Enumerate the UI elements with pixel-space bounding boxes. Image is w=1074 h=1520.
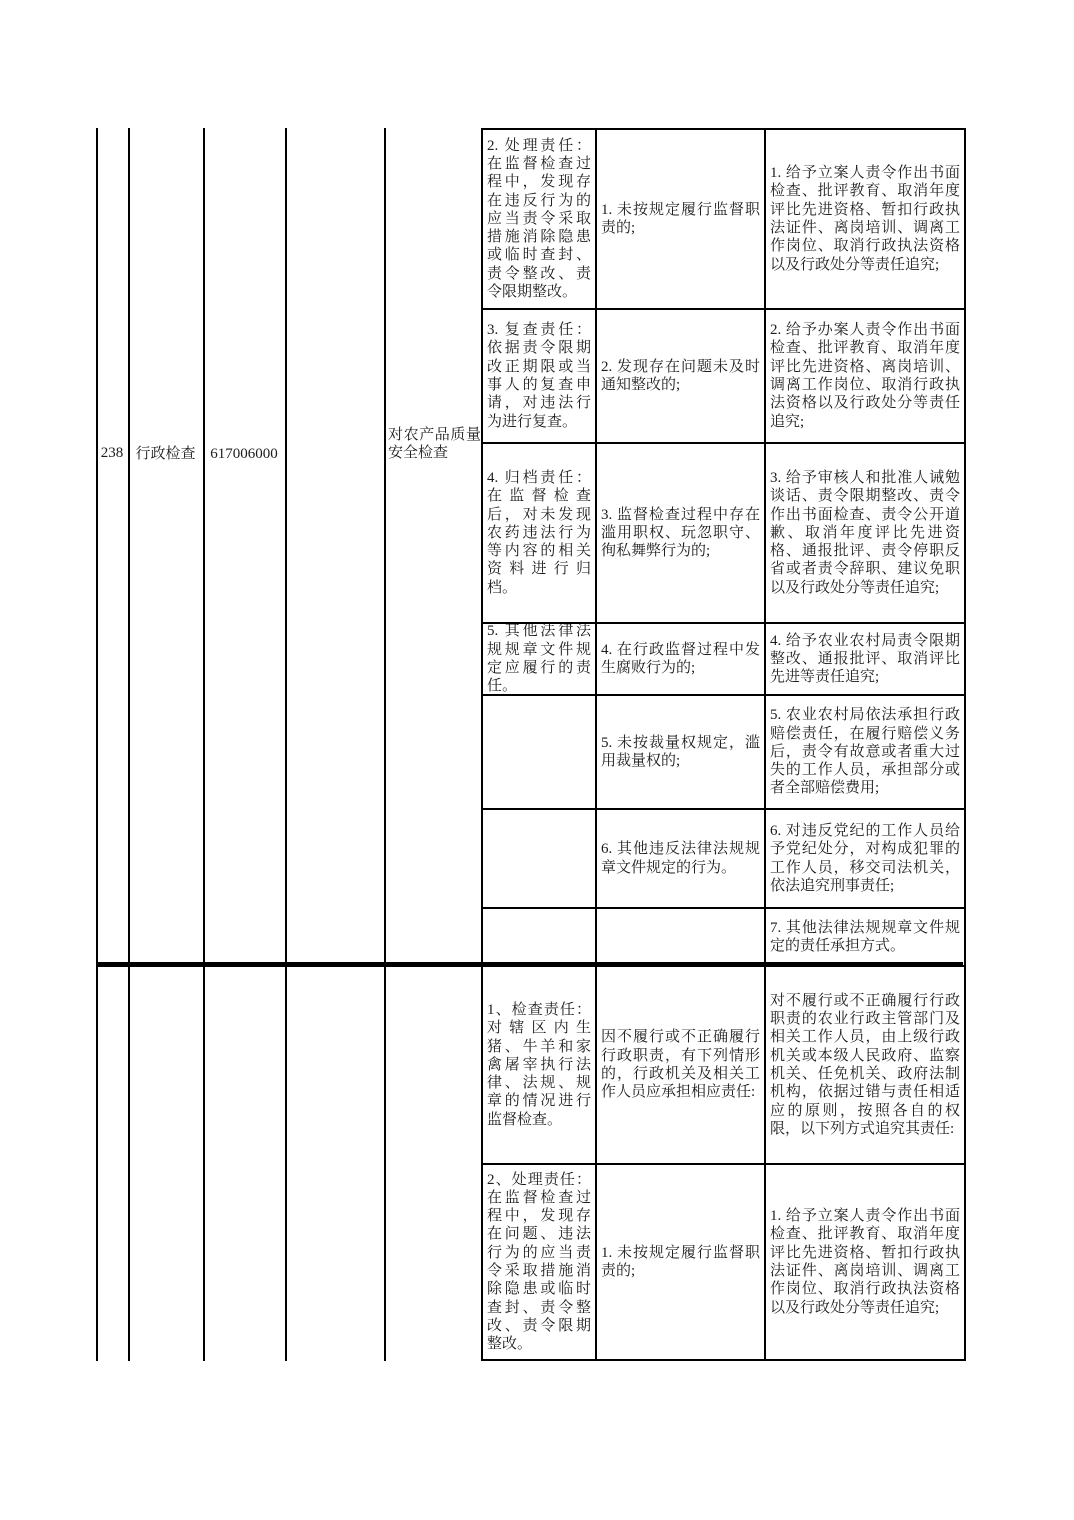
situation-text: 3. 监督检查过程中存在滥用职权、玩忽职守、徇私舞弊行为的;	[601, 506, 760, 560]
liability-text: 5. 农业农村局依法承担行政赔偿责任，在履行赔偿义务后，责令有故意或者重大过失的工作人员，承担部分或者全部赔偿费用;	[770, 707, 960, 797]
situation-cell	[597, 130, 764, 308]
liability-text: 对不履行或不正确履行行政职责的农业行政主管部门及相关工作人员，由上级行政机关或本级人民政府、监察机关、任免机关、政府法制机构，依据过错与责任相适应的原则，按照各自的权限，以下列方式追究其责任:	[770, 992, 960, 1137]
row-index: 238	[100, 445, 124, 461]
liability-cell	[766, 810, 964, 907]
situation-cell	[597, 310, 764, 442]
liability-text: 6. 对违反党纪的工作人员给予党纪处分，对构成犯罪的工作人员，移交司法机关，依法追究刑事责任;	[770, 822, 960, 894]
liability-cell	[766, 444, 964, 622]
duty-cell	[483, 810, 595, 907]
liability-text: 7. 其他法律法规规章文件规定的责任承担方式。	[770, 919, 960, 954]
liability-cell	[766, 909, 964, 965]
situation-text: 5. 未按裁量权规定，滥用裁量权的;	[601, 734, 760, 769]
duty-cell	[483, 1165, 595, 1359]
duty-text: 5. 其他法律法规规章文件规定应履行的责任。	[487, 624, 591, 694]
column-line	[285, 128, 287, 1361]
liability-text: 1. 给予立案人责令作出书面检查、批评教育、取消年度评比先进资格、暂扣行政执法证件、离岗培训、调离工作岗位、取消行政执法资格以及行政处分等责任追究;	[770, 165, 960, 273]
duty-cell	[483, 130, 595, 308]
situation-cell	[597, 810, 764, 907]
duty-cell	[483, 624, 595, 694]
liability-text: 4. 给予农业农村局责令限期整改、通报批评、取消评比先进等责任追究;	[770, 632, 960, 686]
power-name: 对农产品质量安全检查	[388, 427, 481, 462]
situation-cell	[597, 967, 764, 1163]
liability-cell	[766, 967, 964, 1163]
column-line	[203, 128, 205, 1361]
situation-cell	[597, 444, 764, 622]
situation-text: 4. 在行政监督过程中发生腐败行为的;	[601, 641, 760, 676]
column-line	[128, 128, 130, 1361]
situation-cell	[597, 1165, 764, 1359]
situation-text: 1. 未按规定履行监督职责的;	[601, 201, 760, 236]
liability-cell	[766, 130, 964, 308]
column-line	[96, 128, 98, 1361]
duty-cell	[483, 696, 595, 808]
situation-text: 1. 未按规定履行监督职责的;	[601, 1244, 760, 1279]
duty-cell	[483, 967, 595, 1163]
liability-cell	[766, 310, 964, 442]
responsibility-table	[481, 128, 966, 1361]
duty-cell	[483, 909, 595, 965]
liability-text: 3. 给予审核人和批准人诫勉谈话、责令限期整改、责令作出书面检查、责令公开道歉、取消年度评比先进资格、通报批评、责令停职反省或者责令辞职、建议免职以及行政处分等责任追究;	[770, 469, 960, 596]
duty-text: 2. 处理责任：在监督检查过程中，发现存在违反行为的应当责令采取措施消除隐患或临时查封、责令整改、责令限期整改。	[487, 137, 591, 301]
duty-text: 4. 归档责任：在监督检查后，对未发现农药违法行为等内容的相关资料进行归档。	[487, 469, 591, 596]
liability-cell	[766, 1165, 964, 1359]
column-line	[384, 128, 386, 1361]
situation-text: 因不履行或不正确履行行政职责，有下列情形的，行政机关及相关工作人员应承担相应责任:	[601, 1029, 760, 1101]
situation-text: 6. 其他违反法律法规规章文件规定的行为。	[601, 841, 760, 876]
duty-text: 2、处理责任：在监督检查过程中，发现存在问题、违法行为的应当责令采取措施消除隐患或临时查封、责令整改、责令限期整改。	[487, 1171, 591, 1353]
duty-cell	[483, 310, 595, 442]
duty-text: 3. 复查责任：依据责令限期改正期限或当事人的复查申请，对违法行为进行复查。	[487, 322, 591, 430]
liability-text: 1. 给予立案人责令作出书面检查、批评教育、取消年度评比先进资格、暂扣行政执法证件、离岗培训、调离工作岗位、取消行政执法资格以及行政处分等责任追究;	[770, 1208, 960, 1316]
situation-cell	[597, 909, 764, 965]
liability-cell	[766, 696, 964, 808]
situation-cell	[597, 696, 764, 808]
situation-cell	[597, 624, 764, 694]
duty-cell	[483, 444, 595, 622]
power-type: 行政检查	[135, 446, 196, 462]
liability-cell	[766, 624, 964, 694]
liability-text: 2. 给予办案人责令作出书面检查、批评教育、取消年度评比先进资格、离岗培训、调离工作岗位、取消行政执法资格以及行政处分等责任追究;	[770, 322, 960, 430]
section-divider	[96, 962, 963, 967]
duty-text: 1、检查责任：对辖区内生猪、牛羊和家禽屠宰执行法律、法规、规章的情况进行监督检查。	[487, 1001, 591, 1128]
situation-text: 2. 发现存在问题未及时通知整改的;	[601, 358, 760, 393]
power-code: 617006000	[210, 446, 278, 462]
